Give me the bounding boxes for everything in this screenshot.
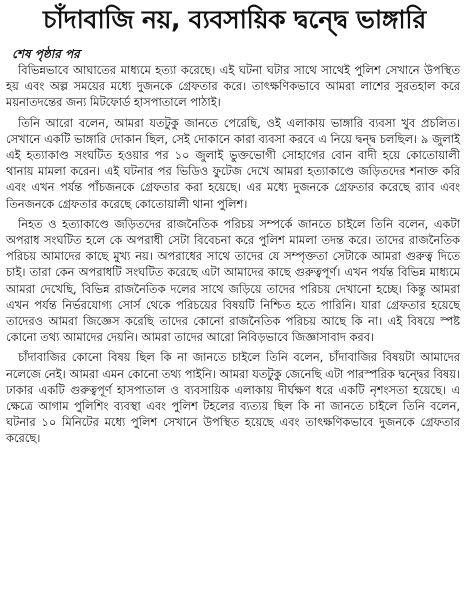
- article-body: [6, 62, 460, 447]
- headline: চাঁদাবাজি নয়, ব্যবসায়িক দ্বন্দ্বে ভাঙ্গারি: [43, 5, 426, 34]
- article-paragraph: চাঁদাবাজির কোনো বিষয় ছিল কি না জানতে চাইলে তিনি বলেন, চাঁদাবাজির বিষয়টা আমাদের নলেজে নেই। আমরা এমন কোনো তথ্য পাইনি। আমরা যতটুকু জেনেছি এটা পারস্পরিক দ্বন্দ্বের বিষয়। ঢাকার একটি গুরুত্বপূর্ণ হাসপাতাল ও ব্যবসায়িক এলাকায় দীর্ঘক্ষণ ধরে একটি নৃশংসতা হয়েছে। এ ক্ষেত্রে আগাম পুলিশিং ব্যবস্থা এবং পুলিশ টহলের ব্যত্যয় ছিল কি না জানতে চাইলে তিনি বলেন, ঘটনার ১০ মিনিটের মধ্যে পুলিশ সেখানে উপস্থিত হয়েছে এবং তাৎক্ষণিকভাবে দুজনকে গ্রেফতার করেছে।: [6, 350, 460, 446]
- article-paragraph: নিহত ও হত্যাকাণ্ডে জড়িতদের রাজনৈতিক পরিচয় সম্পর্কে জানতে চাইলে তিনি বলেন, একটা অপরাধ সংঘটিত হলে কে অপরাধী সেটা বিবেচনা করে পুলিশ মামলা তদন্ত করে। তাদের রাজনৈতিক পরিচয় আমাদের কাছে মুখ্য নয়। অপরাধের সাথে তাদের যে সম্পৃক্ততা সেটাকে আমরা গুরুত্ব দিতে চাই। তারা কেন অপরাধটি সংঘটিত করেছে এটা আমাদের কাছে গুরুত্বপূর্ণ। এখন পর্যন্ত বিভিন্ন মাধ্যমে আমরা দেখেছি, বিভিন্ন রাজনৈতিক দলের সাথে জড়িয়ে তাদের পরিচয় দেখানো হচ্ছে। কিন্তু আমরা এখন পর্যন্ত নির্ভরযোগ্য সোর্স থেকে পরিচয়ের বিষয়টি নিশ্চিত হতে পারিনি। যারা গ্রেফতার হয়েছে তাদেরও আমরা জিজ্ঞেস করেছি তাদের কোনো রাজনৈতিক পরিচয় আছে কি না। এই বিষয়ে স্পষ্ট কোনো তথ্য আমাদের দেয়নি। আমরা তাদের আরো নিবিড়ভাবে জিজ্ঞাসাবাদ করব।: [6, 216, 460, 345]
- article-paragraph: বিভিন্নভাবে আঘাতের মাধ্যমে হত্যা করেছে। এই ঘটনা ঘটার সাথে সাথেই পুলিশ সেখানে উপস্থিত হয় এবং অল্প সময়ের মধ্যে দুজনকে গ্রেফতার করে। তাৎক্ষণিকভাবে আমরা লাশের সুরতহাল করে ময়নাতদন্তের জন্য মিটফোর্ড হাসপাতালে পাঠাই।: [6, 63, 460, 110]
- article-paragraph: তিনি আরো বলেন, আমরা যতটুকু জানতে পেরেছি, ওই এলাকায় ভাঙ্গারি ব্যবসা খুব প্রচলিত। সেখানে একটি ভাঙ্গারি দোকান ছিল, সেই দোকানে কারা ব্যবসা করবে এ নিয়ে দ্বন্দ্ব চলছিল। ৯ জুলাই এই হত্যাকাণ্ড সংঘটিত হওয়ার পর ১০ জুলাই ভুক্তভোগী সোহাগের বোন বাদী হয়ে কোতোয়ালী থানায় মামলা করেন। এই ঘটনার পর ভিডিও ফুটেজ দেখে আমরা হত্যাকাণ্ডে জড়িতদের শনাক্ত করি এবং এখন পর্যন্ত পাঁচজনকে গ্রেফতার করা হয়েছে। এর মধ্যে দুজনকে গ্রেফতার করেছে র‍্যাব এবং তিনজনকে গ্রেফতার করেছে কোতোয়ালী থানা পুলিশ।: [6, 115, 460, 211]
- continued-from-label: শেষ পৃষ্ঠার পর: [12, 47, 80, 61]
